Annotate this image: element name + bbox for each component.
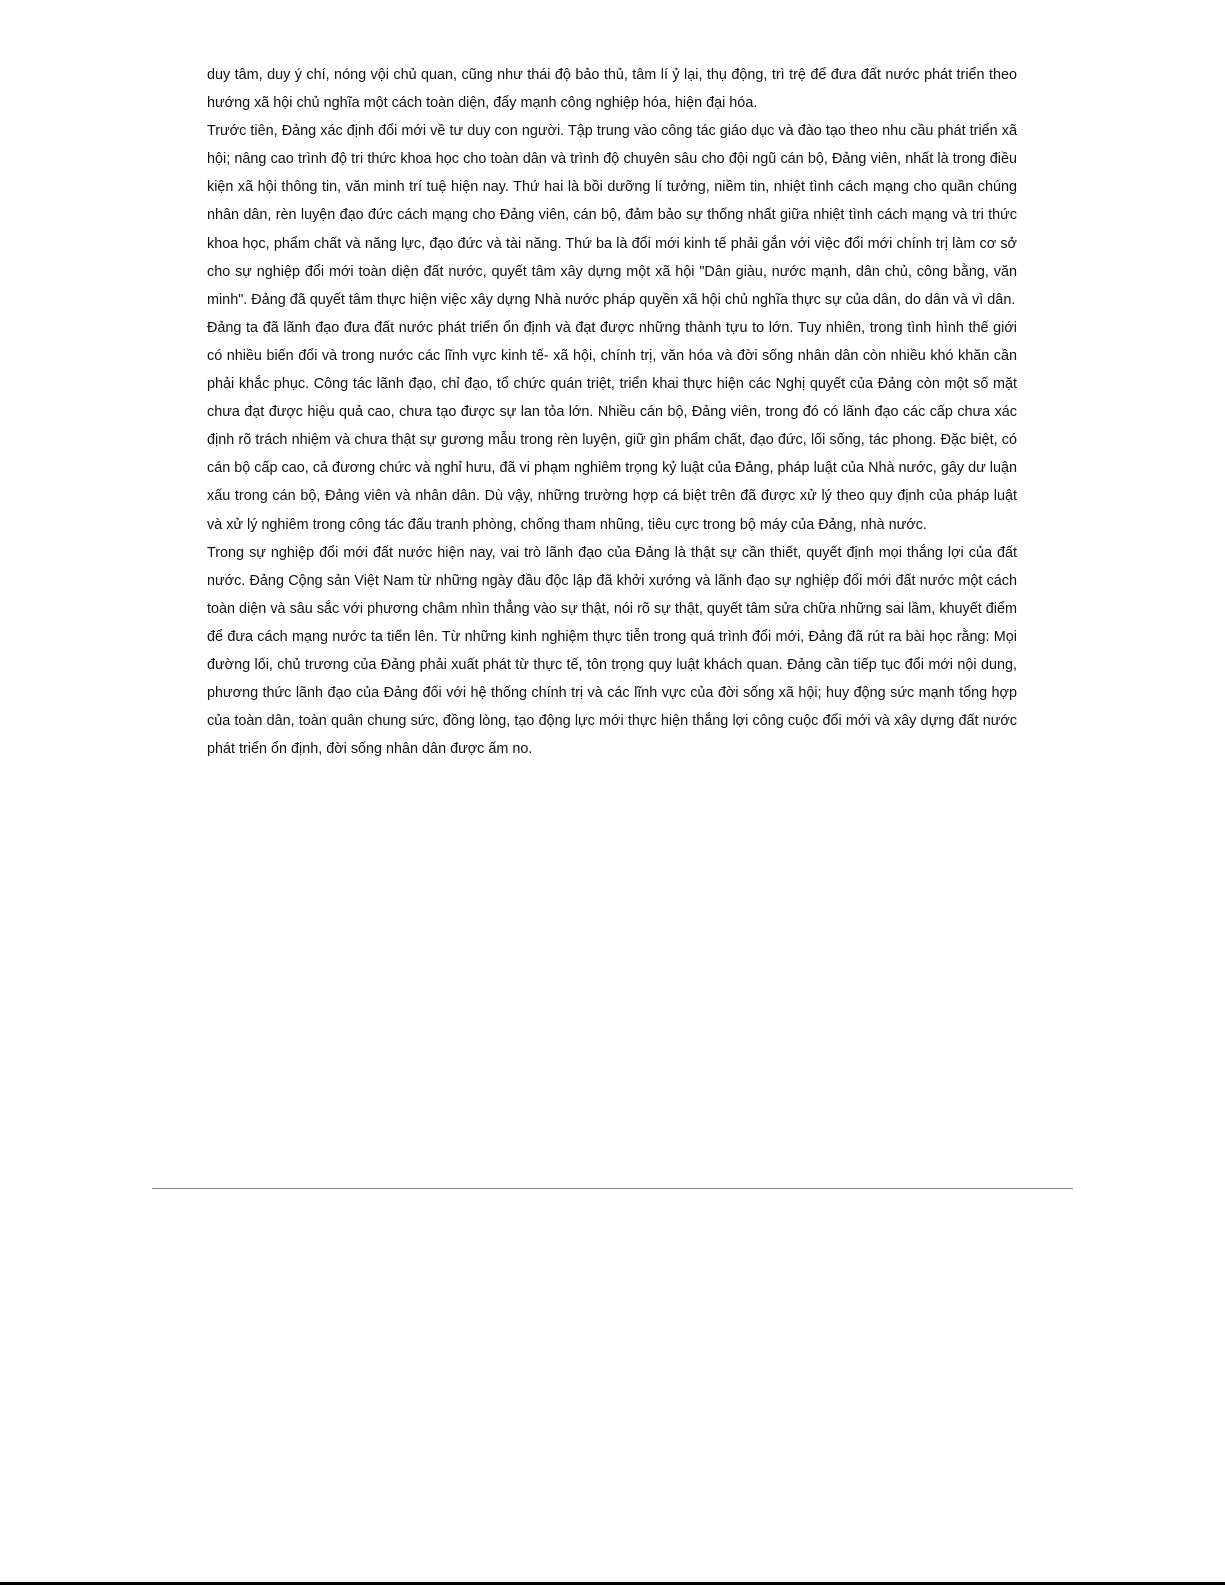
page-divider <box>152 1188 1073 1189</box>
paragraph-3: Đảng ta đã lãnh đạo đưa đất nước phát triển ổn định và đạt được những thành tựu to lớn. Tuy nhiên, trong tình hình thế giới có nhiều biến đổi và trong nước các lĩnh vực kinh tế- xã hội, chính trị, văn hóa và đời sống nhân dân còn nhiều khó khăn cần phải khắc phục. Công tác lãnh đạo, chỉ đạo, tổ chức quán triệt, triển khai thực hiện các Nghị quyết của Đảng còn một số mặt chưa đạt được hiệu quả cao, chưa tạo được sự lan tỏa lớn. Nhiều cán bộ, Đảng viên, trong đó có lãnh đạo các cấp chưa xác định rõ trách nhiệm và chưa thật sự gương mẫu trong rèn luyện, giữ gìn phẩm chất, đạo đức, lối sống, tác phong. Đặc biệt, có cán bộ cấp cao, cả đương chức và nghỉ hưu, đã vi phạm nghiêm trọng kỷ luật của Đảng, pháp luật của Nhà nước, gây dư luận xấu trong cán bộ, Đảng viên và nhân dân. Dù vậy, những trường hợp cá biệt trên đã được xử lý theo quy định của pháp luật và xử lý nghiêm trong công tác đấu tranh phòng, chống tham nhũng, tiêu cực trong bộ máy của Đảng, nhà nước. <box>207 319 1017 533</box>
document-body <box>207 61 1017 763</box>
paragraph-2: Trước tiên, Đảng xác định đổi mới về tư duy con người. Tập trung vào công tác giáo dục và đào tạo theo nhu cầu phát triển xã hội; nâng cao trình độ tri thức khoa học cho toàn dân và trình độ chuyên sâu cho đội ngũ cán bộ, Đảng viên, nhất là trong điều kiện xã hội thông tin, văn minh trí tuệ hiện nay. Thứ hai là bồi dưỡng lí tưởng, niềm tin, nhiệt tình cách mạng cho quần chúng nhân dân, rèn luyện đạo đức cách mạng cho Đảng viên, cán bộ, đảm bảo sự thống nhất giữa nhiệt tình cách mạng và tri thức khoa học, phẩm chất và năng lực, đạo đức và tài năng. Thứ ba là đổi mới kinh tế phải gắn với việc đổi mới chính trị làm cơ sở cho sự nghiệp đổi mới toàn diện đất nước, quyết tâm xây dựng một xã hội "Dân giàu, nước mạnh, dân chủ, công bằng, văn minh". Đảng đã quyết tâm thực hiện việc xây dựng Nhà nước pháp quyền xã hội chủ nghĩa thực sự của dân, do dân và vì dân. <box>207 123 1017 308</box>
paragraph-4: Trong sự nghiệp đổi mới đất nước hiện nay, vai trò lãnh đạo của Đảng là thật sự cần thiết, quyết định mọi thắng lợi của đất nước. Đảng Cộng sản Việt Nam từ những ngày đầu độc lập đã khởi xướng và lãnh đạo sự nghiệp đổi mới đất nước một cách toàn diện và sâu sắc với phương châm nhìn thẳng vào sự thật, nói rõ sự thật, quyết tâm sửa chữa những sai lầm, khuyết điểm để đưa cách mạng nước ta tiến lên. Từ những kinh nghiệm thực tiễn trong quá trình đổi mới, Đảng đã rút ra bài học rằng: Mọi đường lối, chủ trương của Đảng phải xuất phát từ thực tế, tôn trọng quy luật khách quan. Đảng cần tiếp tục đổi mới nội dung, phương thức lãnh đạo của Đảng đối với hệ thống chính trị và các lĩnh vực của đời sống xã hội; huy động sức mạnh tổng hợp của toàn dân, toàn quân chung sức, đồng lòng, tạo động lực mới thực hiện thắng lợi công cuộc đổi mới và xây dựng đất nước phát triển ổn định, đời sống nhân dân được ấm no. <box>207 544 1017 758</box>
paragraph-1: duy tâm, duy ý chí, nóng vội chủ quan, cũng như thái độ bảo thủ, tâm lí ỷ lại, thụ động, trì trệ để đưa đất nước phát triển theo hướng xã hội chủ nghĩa một cách toàn diện, đẩy mạnh công nghiệp hóa, hiện đại hóa. <box>207 67 1017 112</box>
